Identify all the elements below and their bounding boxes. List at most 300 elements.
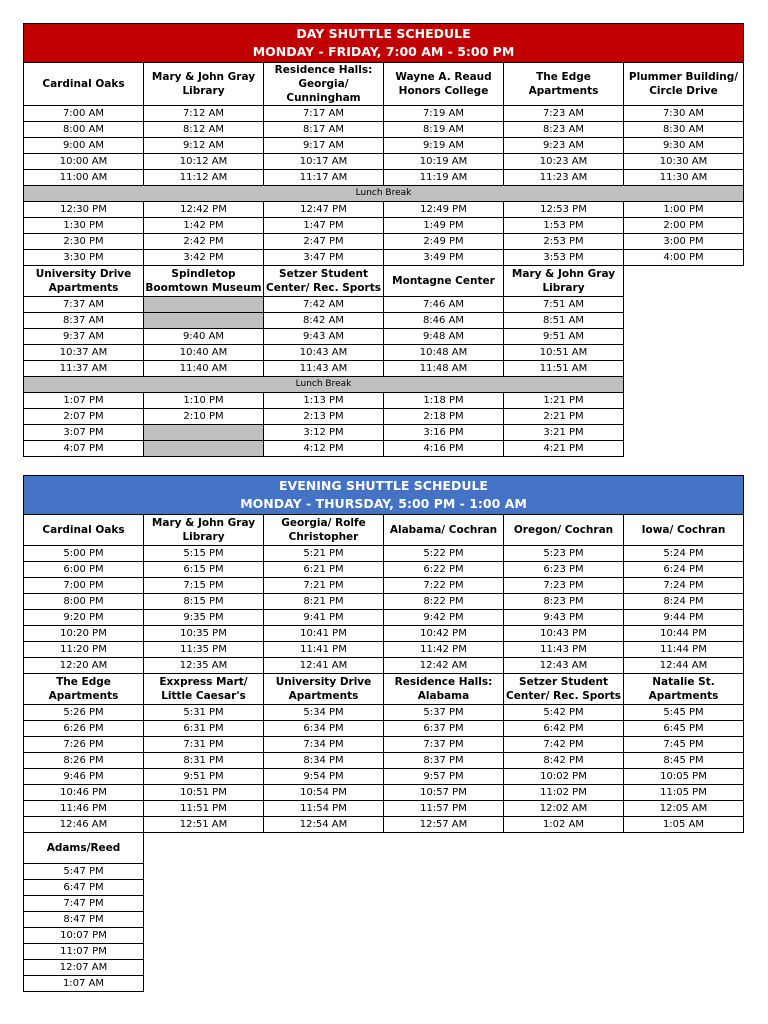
time-row	[24, 817, 744, 833]
empty-cell	[384, 976, 504, 992]
time-cell: 12:54 AM	[264, 817, 384, 833]
empty-cell	[624, 896, 744, 912]
time-cell: 2:47 PM	[264, 234, 384, 250]
stop-header: Plummer Building/ Circle Drive	[624, 63, 744, 106]
empty-cell	[504, 896, 624, 912]
time-cell: 11:51 PM	[144, 801, 264, 817]
time-cell: 11:41 PM	[264, 642, 384, 658]
empty-cell	[504, 912, 624, 928]
time-cell: 4:21 PM	[504, 441, 624, 457]
time-row	[24, 896, 744, 912]
time-cell: 5:34 PM	[264, 705, 384, 721]
time-cell: 6:37 PM	[384, 721, 504, 737]
time-cell: 8:12 AM	[144, 122, 264, 138]
time-cell: 8:42 PM	[504, 753, 624, 769]
time-cell: 11:19 AM	[384, 170, 504, 186]
empty-cell	[624, 960, 744, 976]
empty-cell	[624, 345, 744, 361]
stop-header-row	[24, 674, 744, 705]
lunch-break-row	[24, 377, 744, 393]
time-cell: 3:07 PM	[24, 425, 144, 441]
stop-header: Cardinal Oaks	[24, 515, 144, 546]
time-cell: 12:30 PM	[24, 202, 144, 218]
time-cell: 7:12 AM	[144, 106, 264, 122]
time-cell: 10:40 AM	[144, 345, 264, 361]
time-cell: 7:23 AM	[504, 106, 624, 122]
time-cell: 8:42 AM	[264, 313, 384, 329]
stop-header: Wayne A. Reaud Honors College	[384, 63, 504, 106]
empty-cell	[384, 833, 504, 864]
time-cell: 5:15 PM	[144, 546, 264, 562]
empty-cell	[624, 329, 744, 345]
empty-cell	[624, 833, 744, 864]
empty-cell	[384, 880, 504, 896]
stop-header: Residence Halls: Alabama	[384, 674, 504, 705]
time-cell: 8:46 AM	[384, 313, 504, 329]
time-cell: 11:44 PM	[624, 642, 744, 658]
time-cell: 7:24 PM	[624, 578, 744, 594]
time-row	[24, 546, 744, 562]
empty-cell	[264, 960, 384, 976]
schedule-title-row	[24, 24, 744, 63]
time-cell: 6:42 PM	[504, 721, 624, 737]
time-row	[24, 785, 744, 801]
stop-header: Exxpress Mart/ Little Caesar's	[144, 674, 264, 705]
time-cell: 10:46 PM	[24, 785, 144, 801]
empty-cell	[504, 960, 624, 976]
time-row	[24, 912, 744, 928]
empty-cell	[504, 944, 624, 960]
time-cell: 3:49 PM	[384, 250, 504, 266]
time-cell: 9:40 AM	[144, 329, 264, 345]
time-cell: 12:02 AM	[504, 801, 624, 817]
time-cell: 3:00 PM	[624, 234, 744, 250]
stop-header: The Edge Apartments	[504, 63, 624, 106]
empty-cell	[624, 393, 744, 409]
time-cell: 8:23 PM	[504, 594, 624, 610]
time-cell: 7:46 AM	[384, 297, 504, 313]
schedule-title-text: DAY SHUTTLE SCHEDULE	[296, 26, 471, 41]
empty-cell	[144, 864, 264, 880]
empty-cell	[144, 880, 264, 896]
time-row	[24, 313, 744, 329]
empty-cell	[624, 361, 744, 377]
time-cell: 11:17 AM	[264, 170, 384, 186]
stop-header: Mary & John Gray Library	[144, 515, 264, 546]
time-row	[24, 106, 744, 122]
time-cell: 10:41 PM	[264, 626, 384, 642]
time-cell: 10:51 AM	[504, 345, 624, 361]
time-cell: 10:07 PM	[24, 928, 144, 944]
schedule-subtitle-text: MONDAY - THURSDAY, 5:00 PM - 1:00 AM	[240, 496, 527, 511]
time-cell: 7:15 PM	[144, 578, 264, 594]
empty-cell	[144, 928, 264, 944]
stop-header: The Edge Apartments	[24, 674, 144, 705]
stop-header: Adams/Reed	[24, 833, 144, 864]
schedule-title-row	[24, 476, 744, 515]
no-service-cell	[144, 313, 264, 329]
time-cell: 11:48 AM	[384, 361, 504, 377]
time-cell: 12:05 AM	[624, 801, 744, 817]
empty-cell	[264, 880, 384, 896]
time-cell: 1:05 AM	[624, 817, 744, 833]
time-cell: 12:42 PM	[144, 202, 264, 218]
lunch-break-label: Lunch Break	[24, 186, 744, 202]
time-cell: 11:42 PM	[384, 642, 504, 658]
time-cell: 9:17 AM	[264, 138, 384, 154]
time-cell: 1:02 AM	[504, 817, 624, 833]
time-row	[24, 976, 744, 992]
time-cell: 9:37 AM	[24, 329, 144, 345]
time-cell: 7:19 AM	[384, 106, 504, 122]
empty-cell	[264, 896, 384, 912]
time-cell: 9:54 PM	[264, 769, 384, 785]
day-shuttle-table	[23, 23, 744, 457]
empty-cell	[144, 896, 264, 912]
time-cell: 2:30 PM	[24, 234, 144, 250]
time-cell: 12:47 PM	[264, 202, 384, 218]
empty-cell	[624, 864, 744, 880]
time-cell: 9:46 PM	[24, 769, 144, 785]
time-cell: 8:22 PM	[384, 594, 504, 610]
time-row	[24, 154, 744, 170]
time-cell: 3:53 PM	[504, 250, 624, 266]
time-cell: 1:49 PM	[384, 218, 504, 234]
time-cell: 10:02 PM	[504, 769, 624, 785]
time-cell: 10:30 AM	[624, 154, 744, 170]
time-cell: 6:15 PM	[144, 562, 264, 578]
empty-cell	[144, 912, 264, 928]
time-cell: 5:47 PM	[24, 864, 144, 880]
stop-header: University Drive Apartments	[24, 266, 144, 297]
time-row	[24, 122, 744, 138]
stop-header: Setzer Student Center/ Rec. Sports	[264, 266, 384, 297]
time-cell: 9:57 PM	[384, 769, 504, 785]
schedule-title	[24, 476, 744, 515]
time-cell: 2:00 PM	[624, 218, 744, 234]
time-cell: 10:44 PM	[624, 626, 744, 642]
empty-cell	[504, 976, 624, 992]
time-cell: 6:31 PM	[144, 721, 264, 737]
time-row	[24, 594, 744, 610]
time-cell: 9:43 AM	[264, 329, 384, 345]
stop-header: Mary & John Gray Library	[144, 63, 264, 106]
time-cell: 7:51 AM	[504, 297, 624, 313]
time-cell: 8:24 PM	[624, 594, 744, 610]
time-cell: 1:00 PM	[624, 202, 744, 218]
time-cell: 12:35 AM	[144, 658, 264, 674]
time-cell: 1:18 PM	[384, 393, 504, 409]
time-cell: 6:47 PM	[24, 880, 144, 896]
time-row	[24, 864, 744, 880]
stop-header-row	[24, 833, 744, 864]
time-cell: 9:51 PM	[144, 769, 264, 785]
time-cell: 5:24 PM	[624, 546, 744, 562]
time-cell: 7:42 PM	[504, 737, 624, 753]
time-cell: 1:13 PM	[264, 393, 384, 409]
time-cell: 3:30 PM	[24, 250, 144, 266]
time-row	[24, 170, 744, 186]
time-cell: 1:10 PM	[144, 393, 264, 409]
lunch-break-label: Lunch Break	[24, 377, 624, 393]
time-cell: 2:10 PM	[144, 409, 264, 425]
time-cell: 3:47 PM	[264, 250, 384, 266]
time-cell: 6:45 PM	[624, 721, 744, 737]
time-cell: 7:37 AM	[24, 297, 144, 313]
time-cell: 2:49 PM	[384, 234, 504, 250]
time-row	[24, 250, 744, 266]
time-cell: 11:00 AM	[24, 170, 144, 186]
time-cell: 8:00 AM	[24, 122, 144, 138]
time-cell: 10:37 AM	[24, 345, 144, 361]
time-cell: 8:15 PM	[144, 594, 264, 610]
time-cell: 9:51 AM	[504, 329, 624, 345]
time-cell: 5:42 PM	[504, 705, 624, 721]
time-cell: 7:47 PM	[24, 896, 144, 912]
time-cell: 5:31 PM	[144, 705, 264, 721]
time-cell: 1:42 PM	[144, 218, 264, 234]
time-cell: 7:42 AM	[264, 297, 384, 313]
empty-cell	[384, 864, 504, 880]
stop-header: Spindletop Boomtown Museum	[144, 266, 264, 297]
time-cell: 6:00 PM	[24, 562, 144, 578]
empty-cell	[144, 976, 264, 992]
time-cell: 5:00 PM	[24, 546, 144, 562]
time-row	[24, 626, 744, 642]
time-cell: 10:43 AM	[264, 345, 384, 361]
time-cell: 11:46 PM	[24, 801, 144, 817]
time-cell: 11:51 AM	[504, 361, 624, 377]
time-cell: 5:22 PM	[384, 546, 504, 562]
time-cell: 1:30 PM	[24, 218, 144, 234]
time-row	[24, 234, 744, 250]
time-cell: 10:54 PM	[264, 785, 384, 801]
time-cell: 6:34 PM	[264, 721, 384, 737]
time-row	[24, 202, 744, 218]
time-cell: 12:46 AM	[24, 817, 144, 833]
time-cell: 5:45 PM	[624, 705, 744, 721]
time-cell: 2:13 PM	[264, 409, 384, 425]
time-row	[24, 880, 744, 896]
empty-cell	[264, 928, 384, 944]
time-cell: 6:26 PM	[24, 721, 144, 737]
stop-header: Georgia/ Rolfe Christopher	[264, 515, 384, 546]
lunch-break-row	[24, 186, 744, 202]
empty-cell	[384, 928, 504, 944]
empty-cell	[384, 944, 504, 960]
empty-cell	[624, 377, 744, 393]
time-cell: 10:17 AM	[264, 154, 384, 170]
time-cell: 11:57 PM	[384, 801, 504, 817]
empty-cell	[144, 960, 264, 976]
time-cell: 8:37 AM	[24, 313, 144, 329]
time-cell: 12:07 AM	[24, 960, 144, 976]
stop-header: Mary & John Gray Library	[504, 266, 624, 297]
time-cell: 8:00 PM	[24, 594, 144, 610]
time-row	[24, 297, 744, 313]
time-row	[24, 801, 744, 817]
time-cell: 5:21 PM	[264, 546, 384, 562]
time-cell: 10:42 PM	[384, 626, 504, 642]
time-cell: 12:51 AM	[144, 817, 264, 833]
time-cell: 3:16 PM	[384, 425, 504, 441]
time-row	[24, 361, 744, 377]
stop-header: Setzer Student Center/ Rec. Sports	[504, 674, 624, 705]
time-cell: 1:47 PM	[264, 218, 384, 234]
time-row	[24, 345, 744, 361]
time-cell: 11:40 AM	[144, 361, 264, 377]
empty-cell	[384, 896, 504, 912]
schedule-title-text: EVENING SHUTTLE SCHEDULE	[279, 478, 488, 493]
time-cell: 7:26 PM	[24, 737, 144, 753]
time-cell: 7:22 PM	[384, 578, 504, 594]
time-cell: 12:41 AM	[264, 658, 384, 674]
time-cell: 2:07 PM	[24, 409, 144, 425]
time-cell: 9:41 PM	[264, 610, 384, 626]
empty-cell	[264, 976, 384, 992]
time-cell: 4:07 PM	[24, 441, 144, 457]
time-cell: 9:00 AM	[24, 138, 144, 154]
empty-cell	[264, 864, 384, 880]
time-cell: 11:54 PM	[264, 801, 384, 817]
time-cell: 8:21 PM	[264, 594, 384, 610]
time-row	[24, 705, 744, 721]
time-row	[24, 753, 744, 769]
time-cell: 5:37 PM	[384, 705, 504, 721]
time-cell: 11:20 PM	[24, 642, 144, 658]
time-cell: 9:30 AM	[624, 138, 744, 154]
time-cell: 11:43 PM	[504, 642, 624, 658]
time-row	[24, 769, 744, 785]
time-row	[24, 329, 744, 345]
time-cell: 12:57 AM	[384, 817, 504, 833]
time-cell: 11:37 AM	[24, 361, 144, 377]
time-cell: 11:23 AM	[504, 170, 624, 186]
time-cell: 7:45 PM	[624, 737, 744, 753]
time-row	[24, 578, 744, 594]
empty-cell	[624, 297, 744, 313]
empty-cell	[624, 880, 744, 896]
time-cell: 3:12 PM	[264, 425, 384, 441]
time-cell: 8:51 AM	[504, 313, 624, 329]
time-cell: 8:45 PM	[624, 753, 744, 769]
time-cell: 7:21 PM	[264, 578, 384, 594]
stop-header: Natalie St. Apartments	[624, 674, 744, 705]
evening-shuttle-table	[23, 475, 744, 992]
time-cell: 9:35 PM	[144, 610, 264, 626]
time-cell: 10:19 AM	[384, 154, 504, 170]
empty-cell	[624, 266, 744, 297]
empty-cell	[504, 833, 624, 864]
time-cell: 7:00 PM	[24, 578, 144, 594]
empty-cell	[144, 944, 264, 960]
time-cell: 8:34 PM	[264, 753, 384, 769]
empty-cell	[384, 960, 504, 976]
time-cell: 12:49 PM	[384, 202, 504, 218]
empty-cell	[504, 928, 624, 944]
time-cell: 9:12 AM	[144, 138, 264, 154]
stop-header: Residence Halls: Georgia/ Cunningham	[264, 63, 384, 106]
time-cell: 9:48 AM	[384, 329, 504, 345]
stop-header: University Drive Apartments	[264, 674, 384, 705]
time-row	[24, 441, 744, 457]
empty-cell	[504, 864, 624, 880]
time-cell: 8:31 PM	[144, 753, 264, 769]
time-cell: 1:07 AM	[24, 976, 144, 992]
time-cell: 11:35 PM	[144, 642, 264, 658]
schedule-title	[24, 24, 744, 63]
time-cell: 1:21 PM	[504, 393, 624, 409]
time-cell: 6:21 PM	[264, 562, 384, 578]
time-cell: 10:57 PM	[384, 785, 504, 801]
schedule-subtitle-text: MONDAY - FRIDAY, 7:00 AM - 5:00 PM	[252, 44, 515, 59]
stop-header-row	[24, 63, 744, 106]
empty-cell	[144, 833, 264, 864]
time-cell: 10:12 AM	[144, 154, 264, 170]
time-cell: 10:05 PM	[624, 769, 744, 785]
evening-shuttle-body	[24, 476, 744, 992]
time-cell: 8:30 AM	[624, 122, 744, 138]
time-cell: 10:51 PM	[144, 785, 264, 801]
time-cell: 10:00 AM	[24, 154, 144, 170]
time-cell: 9:42 PM	[384, 610, 504, 626]
time-cell: 8:19 AM	[384, 122, 504, 138]
empty-cell	[624, 912, 744, 928]
time-cell: 10:23 AM	[504, 154, 624, 170]
empty-cell	[624, 928, 744, 944]
stop-header: Iowa/ Cochran	[624, 515, 744, 546]
time-cell: 8:37 PM	[384, 753, 504, 769]
time-cell: 10:20 PM	[24, 626, 144, 642]
time-row	[24, 928, 744, 944]
time-cell: 2:21 PM	[504, 409, 624, 425]
time-cell: 10:48 AM	[384, 345, 504, 361]
time-cell: 7:34 PM	[264, 737, 384, 753]
time-cell: 9:19 AM	[384, 138, 504, 154]
time-cell: 12:44 AM	[624, 658, 744, 674]
time-row	[24, 658, 744, 674]
time-cell: 4:12 PM	[264, 441, 384, 457]
empty-cell	[264, 833, 384, 864]
empty-cell	[624, 425, 744, 441]
time-cell: 11:05 PM	[624, 785, 744, 801]
time-cell: 8:26 PM	[24, 753, 144, 769]
time-row	[24, 610, 744, 626]
time-cell: 4:16 PM	[384, 441, 504, 457]
time-cell: 6:23 PM	[504, 562, 624, 578]
time-cell: 9:20 PM	[24, 610, 144, 626]
time-cell: 2:53 PM	[504, 234, 624, 250]
time-cell: 12:53 PM	[504, 202, 624, 218]
time-cell: 10:43 PM	[504, 626, 624, 642]
time-cell: 12:42 AM	[384, 658, 504, 674]
time-cell: 1:53 PM	[504, 218, 624, 234]
time-cell: 7:23 PM	[504, 578, 624, 594]
time-cell: 7:00 AM	[24, 106, 144, 122]
time-cell: 5:26 PM	[24, 705, 144, 721]
time-row	[24, 737, 744, 753]
time-cell: 3:42 PM	[144, 250, 264, 266]
time-cell: 4:00 PM	[624, 250, 744, 266]
time-cell: 7:17 AM	[264, 106, 384, 122]
time-cell: 7:30 AM	[624, 106, 744, 122]
time-cell: 6:22 PM	[384, 562, 504, 578]
time-cell: 12:20 AM	[24, 658, 144, 674]
time-row	[24, 642, 744, 658]
time-cell: 11:07 PM	[24, 944, 144, 960]
time-cell: 8:47 PM	[24, 912, 144, 928]
stop-header: Cardinal Oaks	[24, 63, 144, 106]
